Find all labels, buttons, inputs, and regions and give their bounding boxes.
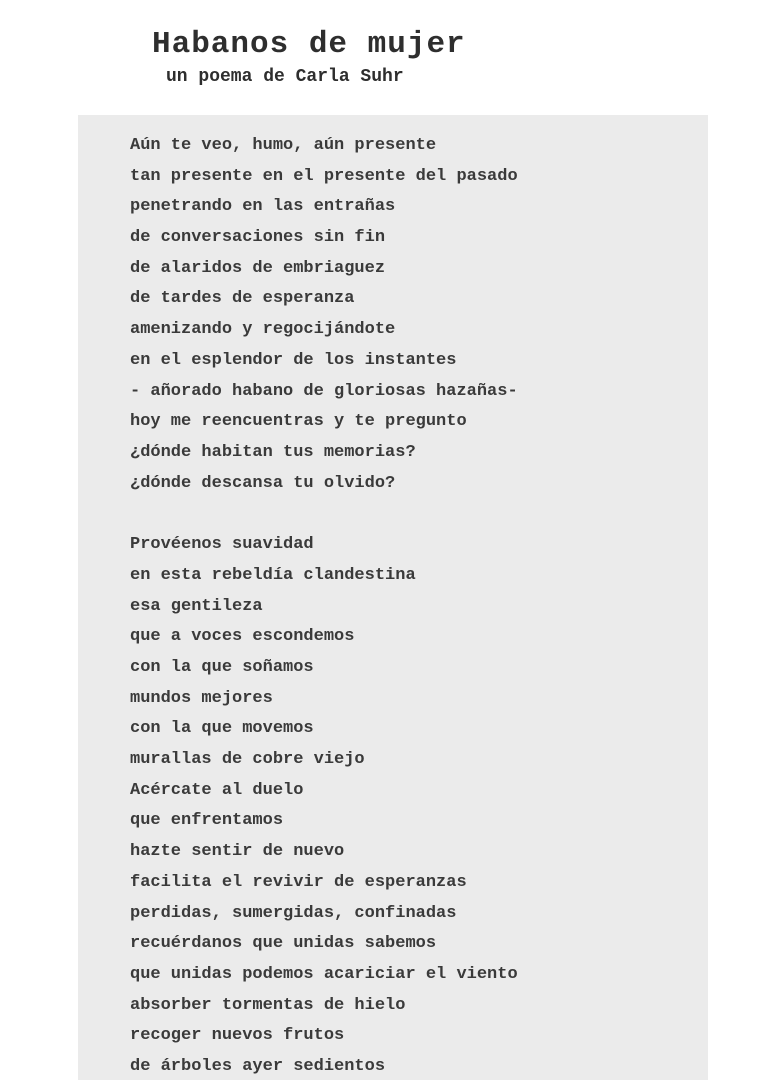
- page-subtitle: un poema de Carla Suhr: [166, 67, 404, 87]
- poem-line: con la que soñamos: [130, 658, 314, 677]
- poem: [78, 115, 708, 1083]
- poem-stanza: [130, 131, 708, 499]
- poem-line: ¿dónde descansa tu olvido?: [130, 473, 396, 493]
- poem-line: tan presente en el presente del pasado: [130, 166, 518, 186]
- poem-line: esa gentileza: [130, 596, 263, 616]
- poem-line: Provéenos suavidad: [130, 535, 314, 555]
- poem-line: recoger nuevos frutos: [130, 1026, 345, 1046]
- poem-panel: [78, 115, 708, 1080]
- poem-line: con la que movemos: [130, 719, 314, 739]
- poem-line: murallas de cobre viejo: [130, 750, 365, 770]
- poem-line: mundos mejores: [130, 688, 273, 708]
- poem-line: de árboles ayer sedientos: [130, 1056, 386, 1076]
- poem-line: recuérdanos que unidas sabemos: [130, 934, 437, 954]
- poem-line: perdidas, sumergidas, confinadas: [130, 903, 457, 923]
- page-header: [152, 26, 466, 90]
- poem-stanza: [130, 530, 708, 1082]
- poem-line: de conversaciones sin fin: [130, 228, 386, 248]
- poem-line: de alaridos de embriaguez: [130, 258, 386, 278]
- poem-line: hoy me reencuentras y te pregunto: [130, 412, 467, 432]
- page-title: Habanos de mujer: [152, 27, 466, 62]
- poem-line: - añorado habano de gloriosas hazañas-: [130, 381, 518, 401]
- poem-line: ¿dónde habitan tus memorias?: [130, 442, 416, 462]
- poem-line: absorber tormentas de hielo: [130, 995, 406, 1015]
- poem-line: que enfrentamos: [130, 811, 284, 831]
- poem-line: que a voces escondemos: [130, 627, 355, 647]
- poem-line: amenizando y regocijándote: [130, 320, 396, 340]
- poem-line: hazte sentir de nuevo: [130, 842, 345, 862]
- poem-line: en el esplendor de los instantes: [130, 350, 457, 370]
- poem-line: facilita el revivir de esperanzas: [130, 872, 467, 892]
- poem-line: Acércate al duelo: [130, 780, 304, 800]
- poem-line: Aún te veo, humo, aún presente: [130, 136, 437, 155]
- poem-line: de tardes de esperanza: [130, 289, 355, 309]
- poem-line: en esta rebeldía clandestina: [130, 565, 416, 585]
- poem-line: que unidas podemos acariciar el viento: [130, 964, 518, 984]
- poem-line: penetrando en las entrañas: [130, 197, 396, 217]
